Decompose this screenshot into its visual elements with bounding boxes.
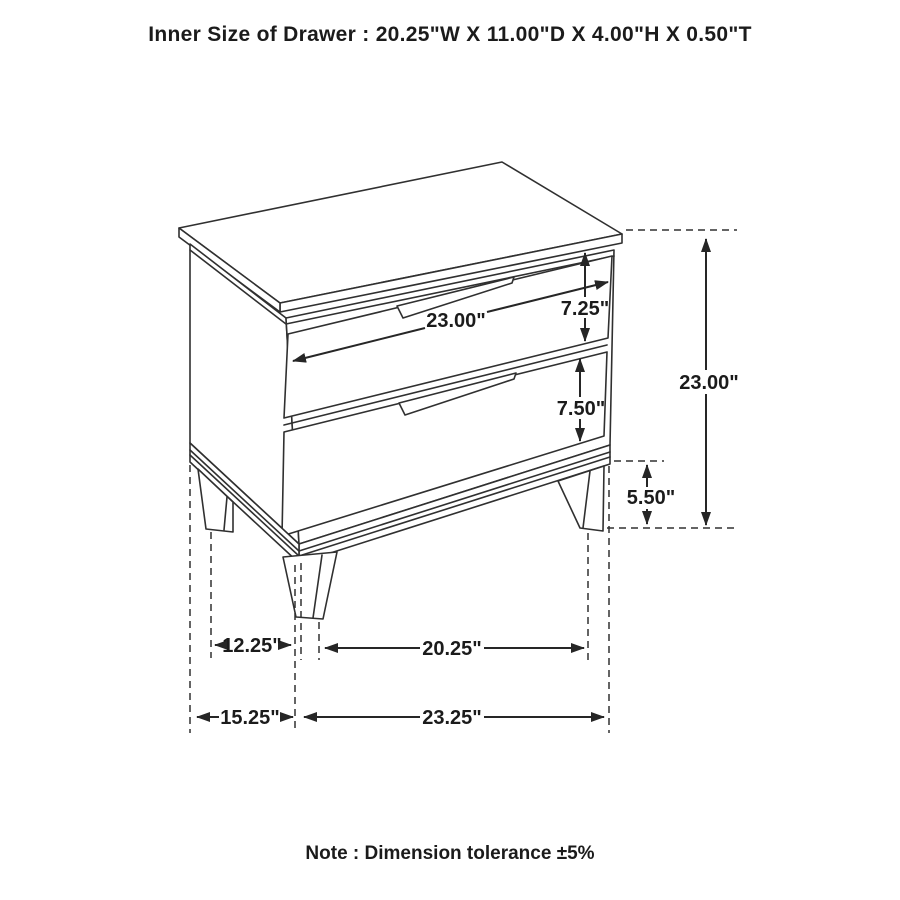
- dimension-label-between-front-legs: 20.25": [422, 638, 482, 660]
- dimension-label-top-drawer-height: 7.25": [560, 298, 610, 320]
- dimension-label-bottom-drawer-height: 7.50": [556, 398, 606, 420]
- front-left-leg: [283, 552, 337, 619]
- dimension-label-drawer-width: 23.00": [426, 310, 486, 332]
- dimension-overall-depth: [197, 707, 293, 729]
- tolerance-note: Note : Dimension tolerance ±5%: [305, 843, 595, 864]
- nightstand-drawing: [179, 162, 622, 619]
- dimension-between-front-legs: [325, 638, 584, 660]
- dimension-label-overall-height: 23.00": [679, 372, 739, 394]
- dimension-label-leg-height: 5.50": [626, 487, 676, 509]
- dimension-overall-height: [679, 239, 739, 525]
- dimension-leg-height: [627, 465, 675, 524]
- dimension-label-overall-depth: 15.25": [220, 707, 280, 729]
- page-title: Inner Size of Drawer : 20.25"W X 11.00"D X 4.00"H X 0.50"T: [148, 23, 752, 46]
- dimension-label-depth-to-front-leg: 12.25": [222, 635, 282, 657]
- dimension-label-overall-width: 23.25": [422, 707, 482, 729]
- dimension-depth-to-front-leg: [215, 635, 291, 657]
- dimension-overall-width: [304, 707, 604, 729]
